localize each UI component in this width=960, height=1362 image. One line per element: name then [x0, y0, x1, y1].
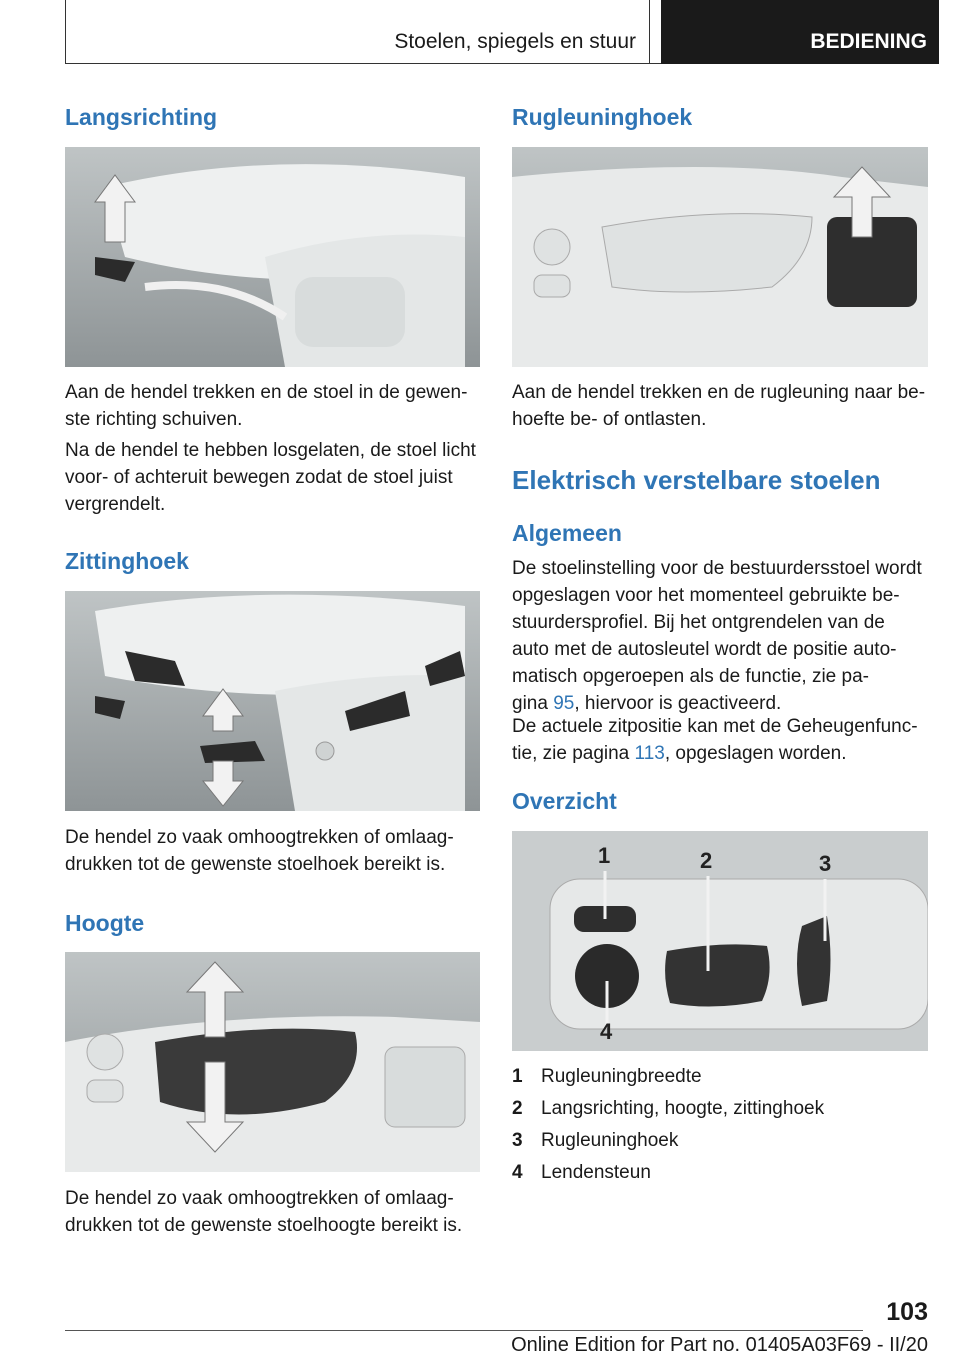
image-seat-tilt — [65, 591, 480, 811]
callout-3: 3 — [819, 851, 832, 876]
heading-zittinghoek: Zittinghoek — [65, 548, 189, 574]
text-line — [512, 740, 928, 767]
list-item-number: 1 — [512, 1066, 523, 1087]
header-bottom-rule — [65, 63, 661, 64]
list-item-number: 4 — [512, 1162, 523, 1183]
text-line: ste richting schuiven. — [65, 409, 243, 430]
paragraph-algemeen-1 — [512, 555, 928, 717]
text-fragment: tie, zie pagina — [512, 743, 635, 764]
list-item-number: 3 — [512, 1130, 523, 1151]
text-line: vergrendelt. — [65, 494, 166, 515]
footer-rule — [65, 1330, 863, 1331]
text-line: De stoelinstelling voor de bestuurdersstoel wordt — [512, 558, 922, 579]
heading-hoogte: Hoogte — [65, 910, 145, 936]
heading-rugleuninghoek: Rugleuninghoek — [512, 104, 693, 130]
text-line: hoefte be- of ontlasten. — [512, 409, 707, 430]
text-fragment: , hiervoor is geactiveerd. — [574, 693, 782, 714]
list-item-label: Rugleuninghoek — [541, 1130, 679, 1151]
list-item-number: 2 — [512, 1098, 523, 1119]
text-fragment: gina — [512, 693, 554, 714]
footer-edition: Online Edition for Part no. 01405A03F69 - II/20 — [511, 1334, 928, 1356]
list-item-label: Lendensteun — [541, 1162, 651, 1183]
text-line: drukken tot de gewenste stoelhoogte bereikt is. — [65, 1215, 463, 1236]
paragraph-hoogte — [65, 1185, 480, 1239]
image-seat-controls-overview — [512, 831, 928, 1051]
heading-elektrisch-verstelbare-stoelen: Elektrisch verstelbare stoelen — [512, 465, 881, 495]
text-line: stuurdersprofiel. Bij het ontgrendelen van de — [512, 612, 885, 633]
page-link-95[interactable]: 95 — [553, 693, 575, 714]
callout-2: 2 — [700, 848, 713, 873]
paragraph-algemeen-2 — [512, 713, 928, 767]
text-line: Aan de hendel trekken en de stoel in de gewen‐ — [65, 382, 468, 403]
text-line: Aan de hendel trekken en de rugleuning naar be‐ — [512, 382, 926, 403]
text-line: matisch opgeroepen als de functie, zie pa‐ — [512, 666, 869, 687]
callout-1: 1 — [598, 843, 611, 868]
text-line: auto met de autosleutel wordt de positie auto‐ — [512, 639, 897, 660]
heading-overzicht: Overzicht — [512, 788, 617, 814]
page-number: 103 — [886, 1298, 928, 1326]
header-chapter-tab: BEDIENING — [661, 0, 939, 64]
paragraph-langsrichting-2 — [65, 437, 480, 518]
page-link-113[interactable]: 113 — [634, 743, 665, 764]
header-section-title: Stoelen, spiegels en stuur — [394, 29, 636, 53]
paragraph-zittinghoek — [65, 824, 480, 878]
image-backrest-angle — [512, 147, 928, 367]
text-line: De actuele zitpositie kan met de Geheugenfunc‐ — [512, 716, 918, 737]
heading-algemeen: Algemeen — [512, 520, 622, 546]
image-seat-longitudinal — [65, 147, 480, 367]
heading-langsrichting: Langsrichting — [65, 104, 218, 130]
text-line: De hendel zo vaak omhoogtrekken of omlaag‐ — [65, 1188, 454, 1209]
text-line: Na de hendel te hebben losgelaten, de stoel licht — [65, 440, 476, 461]
paragraph-rugleuninghoek — [512, 379, 928, 433]
text-line: De hendel zo vaak omhoogtrekken of omlaag‐ — [65, 827, 454, 848]
text-line: drukken tot de gewenste stoelhoek bereikt is. — [65, 854, 446, 875]
header-separator — [649, 0, 650, 64]
list-item-label: Langsrichting, hoogte, zittinghoek — [541, 1098, 825, 1119]
text-fragment: , opgeslagen worden. — [664, 743, 847, 764]
callout-4: 4 — [600, 1019, 613, 1044]
list-item-label: Rugleuningbreedte — [541, 1066, 702, 1087]
text-line: opgeslagen voor het momenteel gebruikte be‐ — [512, 585, 900, 606]
text-line: voor- of achteruit bewegen zodat de stoel juist — [65, 467, 453, 488]
image-seat-height — [65, 952, 480, 1172]
paragraph-langsrichting-1 — [65, 379, 480, 433]
